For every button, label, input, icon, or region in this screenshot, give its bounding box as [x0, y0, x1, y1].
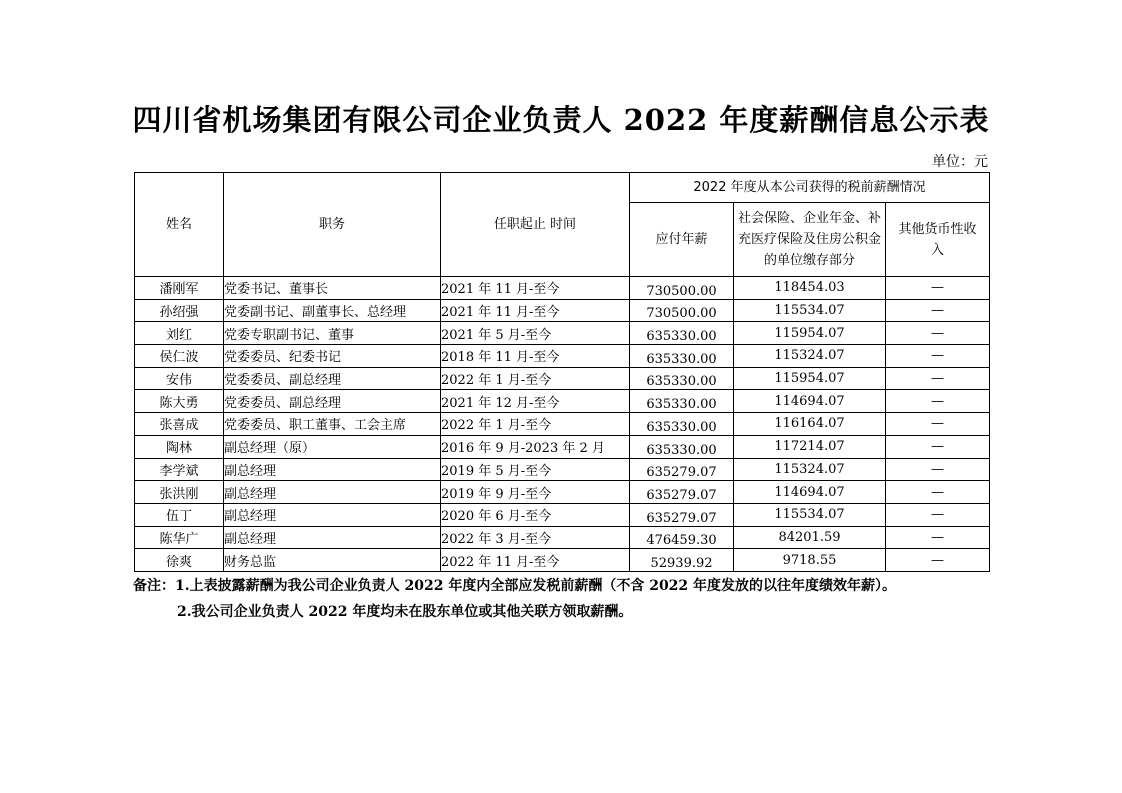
- cell-insurance: 115324.07: [734, 458, 886, 481]
- cell-position: 党委委员、职工董事、工会主席: [224, 413, 441, 436]
- table-row: [135, 345, 990, 368]
- cell-other: —: [886, 277, 990, 300]
- cell-insurance: 84201.59: [734, 526, 886, 549]
- table-row: [135, 549, 990, 572]
- cell-other: —: [886, 390, 990, 413]
- cell-other: —: [886, 322, 990, 345]
- table-row: [135, 458, 990, 481]
- cell-term: 2022 年 11 月-至今: [441, 549, 630, 572]
- cell-name: 孙绍强: [135, 299, 224, 322]
- cell-term: 2020 年 6 月-至今: [441, 503, 630, 526]
- header-position: 职务: [224, 173, 441, 277]
- cell-insurance: 115324.07: [734, 345, 886, 368]
- cell-term: 2022 年 3 月-至今: [441, 526, 630, 549]
- cell-position: 党委书记、董事长: [224, 277, 441, 300]
- cell-salary: 635330.00: [630, 390, 734, 413]
- cell-position: 副总经理（原）: [224, 435, 441, 458]
- unit-label: 单位：元: [932, 154, 988, 170]
- salary-table: [134, 172, 990, 572]
- cell-other: —: [886, 345, 990, 368]
- cell-term: 2019 年 9 月-至今: [441, 481, 630, 504]
- table-row: [135, 481, 990, 504]
- cell-insurance: 118454.03: [734, 277, 886, 300]
- notes: [133, 576, 896, 628]
- cell-position: 党委委员、纪委书记: [224, 345, 441, 368]
- cell-other: —: [886, 481, 990, 504]
- header-group: 2022 年度从本公司获得的税前薪酬情况: [630, 173, 990, 203]
- cell-position: 党委委员、副总经理: [224, 390, 441, 413]
- cell-other: —: [886, 299, 990, 322]
- cell-name: 徐爽: [135, 549, 224, 572]
- cell-name: 伍丁: [135, 503, 224, 526]
- cell-other: —: [886, 367, 990, 390]
- cell-salary: 635330.00: [630, 435, 734, 458]
- table-row: [135, 322, 990, 345]
- cell-other: —: [886, 458, 990, 481]
- cell-salary: 635279.07: [630, 503, 734, 526]
- table-row: [135, 277, 990, 300]
- cell-position: 副总经理: [224, 526, 441, 549]
- cell-term: 2016 年 9 月-2023 年 2 月: [441, 435, 630, 458]
- cell-position: 副总经理: [224, 503, 441, 526]
- table-row: [135, 526, 990, 549]
- cell-position: 副总经理: [224, 481, 441, 504]
- cell-term: 2018 年 11 月-至今: [441, 345, 630, 368]
- table-row: [135, 367, 990, 390]
- cell-name: 张喜成: [135, 413, 224, 436]
- header-other: 其他货币性收入: [886, 203, 990, 277]
- cell-position: 财务总监: [224, 549, 441, 572]
- cell-other: —: [886, 549, 990, 572]
- cell-position: 党委副书记、副董事长、总经理: [224, 299, 441, 322]
- table-row: [135, 413, 990, 436]
- cell-salary: 730500.00: [630, 277, 734, 300]
- note-1: 备注：1.上表披露薪酬为我公司企业负责人 2022 年度内全部应发税前薪酬（不含 2022 年度发放的以往年度绩效年薪）。: [133, 578, 897, 594]
- table-row: [135, 299, 990, 322]
- cell-insurance: 9718.55: [734, 549, 886, 572]
- cell-salary: 635279.07: [630, 481, 734, 504]
- cell-salary: 52939.92: [630, 549, 734, 572]
- table-row: [135, 435, 990, 458]
- cell-term: 2021 年 11 月-至今: [441, 277, 630, 300]
- cell-insurance: 116164.07: [734, 413, 886, 436]
- cell-term: 2021 年 5 月-至今: [441, 322, 630, 345]
- cell-name: 安伟: [135, 367, 224, 390]
- cell-term: 2021 年 12 月-至今: [441, 390, 630, 413]
- cell-name: 李学斌: [135, 458, 224, 481]
- cell-other: —: [886, 435, 990, 458]
- cell-name: 陈华广: [135, 526, 224, 549]
- cell-insurance: 115534.07: [734, 503, 886, 526]
- cell-other: —: [886, 503, 990, 526]
- cell-other: —: [886, 526, 990, 549]
- cell-term: 2019 年 5 月-至今: [441, 458, 630, 481]
- page-title: 四川省机场集团有限公司企业负责人 2022 年度薪酬信息公示表: [132, 103, 990, 137]
- cell-salary: 635330.00: [630, 413, 734, 436]
- cell-insurance: 115534.07: [734, 299, 886, 322]
- cell-insurance: 114694.07: [734, 481, 886, 504]
- cell-insurance: 115954.07: [734, 322, 886, 345]
- cell-name: 陶林: [135, 435, 224, 458]
- cell-insurance: 114694.07: [734, 390, 886, 413]
- table-row: [135, 390, 990, 413]
- header-term: 任职起止 时间: [441, 173, 630, 277]
- header-salary: 应付年薪: [630, 203, 734, 277]
- cell-salary: 635279.07: [630, 458, 734, 481]
- cell-other: —: [886, 413, 990, 436]
- cell-position: 党委委员、副总经理: [224, 367, 441, 390]
- header-insurance: 社会保险、企业年金、补充医疗保险及住房公积金的单位缴存部分: [734, 203, 886, 277]
- cell-name: 陈大勇: [135, 390, 224, 413]
- cell-insurance: 117214.07: [734, 435, 886, 458]
- cell-position: 党委专职副书记、董事: [224, 322, 441, 345]
- cell-name: 刘红: [135, 322, 224, 345]
- cell-insurance: 115954.07: [734, 367, 886, 390]
- note-2: 2.我公司企业负责人 2022 年度均未在股东单位或其他关联方领取薪酬。: [177, 604, 633, 620]
- table-row: [135, 503, 990, 526]
- cell-name: 张洪刚: [135, 481, 224, 504]
- cell-name: 潘刚军: [135, 277, 224, 300]
- cell-salary: 730500.00: [630, 299, 734, 322]
- cell-salary: 635330.00: [630, 322, 734, 345]
- cell-name: 侯仁波: [135, 345, 224, 368]
- cell-position: 副总经理: [224, 458, 441, 481]
- cell-term: 2022 年 1 月-至今: [441, 367, 630, 390]
- cell-salary: 476459.30: [630, 526, 734, 549]
- cell-salary: 635330.00: [630, 345, 734, 368]
- cell-term: 2021 年 11 月-至今: [441, 299, 630, 322]
- cell-term: 2022 年 1 月-至今: [441, 413, 630, 436]
- cell-salary: 635330.00: [630, 367, 734, 390]
- header-name: 姓名: [135, 173, 224, 277]
